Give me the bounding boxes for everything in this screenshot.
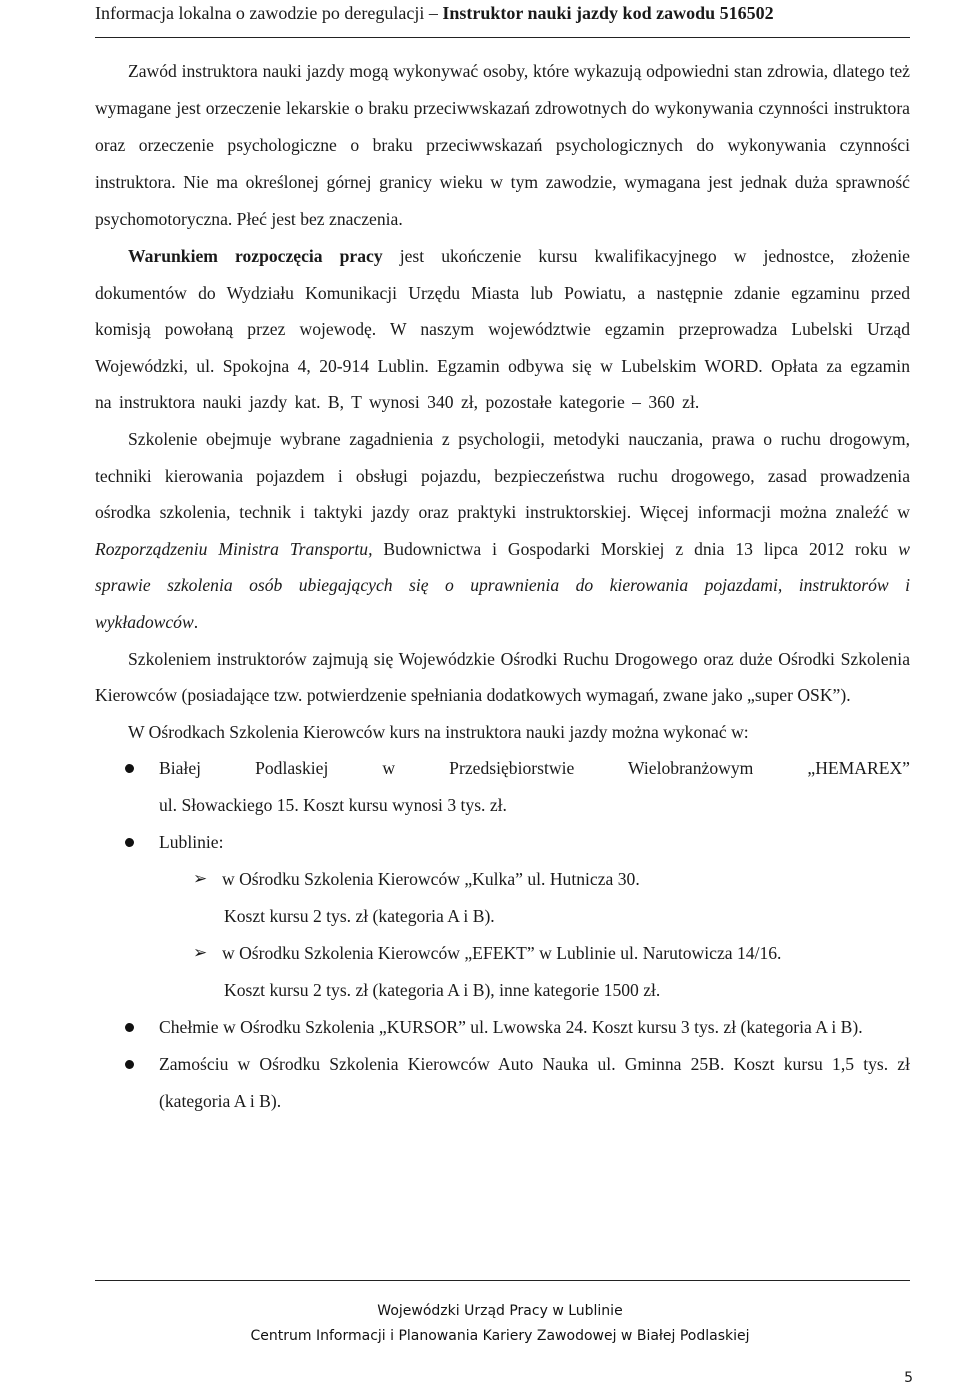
sublist-item — [95, 861, 910, 935]
list-item — [95, 824, 910, 861]
sublist-item — [95, 935, 910, 1009]
bold-lead: Warunkiem rozpoczęcia pracy — [128, 246, 383, 266]
course-locations-list-cont — [95, 1009, 910, 1120]
bullet-icon — [125, 764, 134, 773]
paragraph-trainers: Szkoleniem instruktorów zajmują się Wojewódzkie Ośrodki Ruchu Drogowego oraz duże Ośrodki Szkolenia Kierowców (posiadające tzw. potwierdzenie spełniania dodatkowych wymagań, zwane jako „super OSK”). — [95, 648, 910, 706]
paragraph-text: Szkolenie obejmuje wybrane zagadnienia z psychologii, metodyki nauczania, prawa o ruchu drogowym, techniki kierowania pojazdem i obsługi pojazdu, bezpieczeństwa ruchu drogowego, zasad prowadzenia ośrodka szkolenia, technik i taktyki jazdy oraz praktyki instruktorskiej. Więcej informacji można znaleźć w — [95, 428, 910, 523]
course-locations-list — [95, 750, 910, 861]
list-item-text: Białej Podlaskiej w Przedsiębiorstwie Wielobranżowym „HEMAREX” — [159, 758, 910, 779]
sublist-item-text: w Ośrodku Szkolenia Kierowców „Kulka” ul. Hutnicza 30. — [222, 869, 640, 890]
paragraph-training-scope — [95, 421, 910, 641]
paragraph-end: . — [193, 611, 199, 632]
page-header — [95, 2, 911, 24]
bullet-icon — [125, 1060, 134, 1069]
list-item-text: Chełmie w Ośrodku Szkolenia „KURSOR” ul. Lwowska 24. Koszt kursu 3 tys. zł (kategoria A i B). — [159, 1017, 863, 1038]
arrow-bullet-icon: ➢ — [193, 943, 208, 964]
paragraph-work-conditions — [95, 238, 910, 421]
footer-department: Centrum Informacji i Planowania Kariery Zawodowej w Białej Podlaskiej — [250, 1328, 750, 1344]
paragraph-list-intro: W Ośrodkach Szkolenia Kierowców kurs na instruktora nauki jazdy można wykonać w: — [128, 721, 749, 742]
footer-institution: Wojewódzki Urząd Pracy w Lublinie — [377, 1303, 623, 1319]
footer-rule — [95, 1280, 910, 1281]
sublist-item-cost: Koszt kursu 2 tys. zł (kategoria A i B). — [224, 906, 495, 927]
paragraph-health-requirements: Zawód instruktora nauki jazdy mogą wykonywać osoby, które wykazują odpowiedni stan zdrowia, dlatego też wymagane jest orzeczenie lekarskie o braku przeciwwskazań zdrowotnych do wykonywania czynności instruktora oraz orzeczenie psychologiczne o braku przeciwwskazań psychologicznych do wykonywania czynności instruktora. Nie ma określonej górnej granicy wieku w tym zawodzie, wymagana jest jednak duża sprawność psychomotoryczna. Płeć jest bez znaczenia. — [95, 61, 910, 229]
list-item — [95, 1046, 910, 1120]
arrow-bullet-icon: ➢ — [193, 869, 208, 890]
list-item — [95, 1009, 910, 1046]
paragraph-text: Budownictwa i Gospodarki Morskiej z dnia 13 lipca 2012 roku — [372, 538, 899, 559]
list-item-text: Lublinie: — [159, 832, 224, 853]
sublist-item-cost: Koszt kursu 2 tys. zł (kategoria A i B), inne kategorie 1500 zł. — [224, 980, 661, 1001]
regulation-subject: w sprawie szkolenia osób ubiegających się o uprawnienia do kierowania pojazdami, instruktorów i wykładowców — [95, 538, 910, 632]
regulation-title: Rozporządzeniu Ministra Transportu, — [95, 538, 373, 559]
header-prefix: Informacja lokalna o zawodzie po deregulacji – — [95, 3, 443, 23]
list-item — [95, 750, 910, 824]
lublin-sublist — [95, 861, 910, 1009]
list-item-text: Zamościu w Ośrodku Szkolenia Kierowców Auto Nauka ul. Gminna 25B. Koszt kursu 1,5 tys. zł (kategoria A i B). — [159, 1054, 910, 1112]
bullet-icon — [125, 838, 134, 847]
page-number: 5 — [904, 1370, 913, 1386]
paragraph-text: jest ukończenie kursu kwalifikacyjnego w jednostce, złożenie dokumentów do Wydziału Komunikacji Urzędu Miasta lub Powiatu, a następnie zdanie egzaminu przed komisją powołaną przez wojewodę. W naszym województwie egzamin przeprowadza Lubelski Urząd Wojewódzki, ul. Spokojna 4, 20-914 Lublin. Egzamin odbywa się w Lubelskim WORD. Opłata za egzamin na instruktora nauki jazdy kat. B, T wynosi 340 zł, pozostałe kategorie – 360 zł. — [95, 246, 910, 413]
list-item-text: ul. Słowackiego 15. Koszt kursu wynosi 3 tys. zł. — [159, 795, 507, 816]
header-title: Instruktor nauki jazdy kod zawodu 516502 — [442, 3, 774, 23]
bullet-icon — [125, 1023, 134, 1032]
header-rule — [95, 37, 910, 38]
document-body — [95, 53, 910, 1120]
sublist-item-text: w Ośrodku Szkolenia Kierowców „EFEKT” w Lublinie ul. Narutowicza 14/16. — [222, 943, 782, 964]
